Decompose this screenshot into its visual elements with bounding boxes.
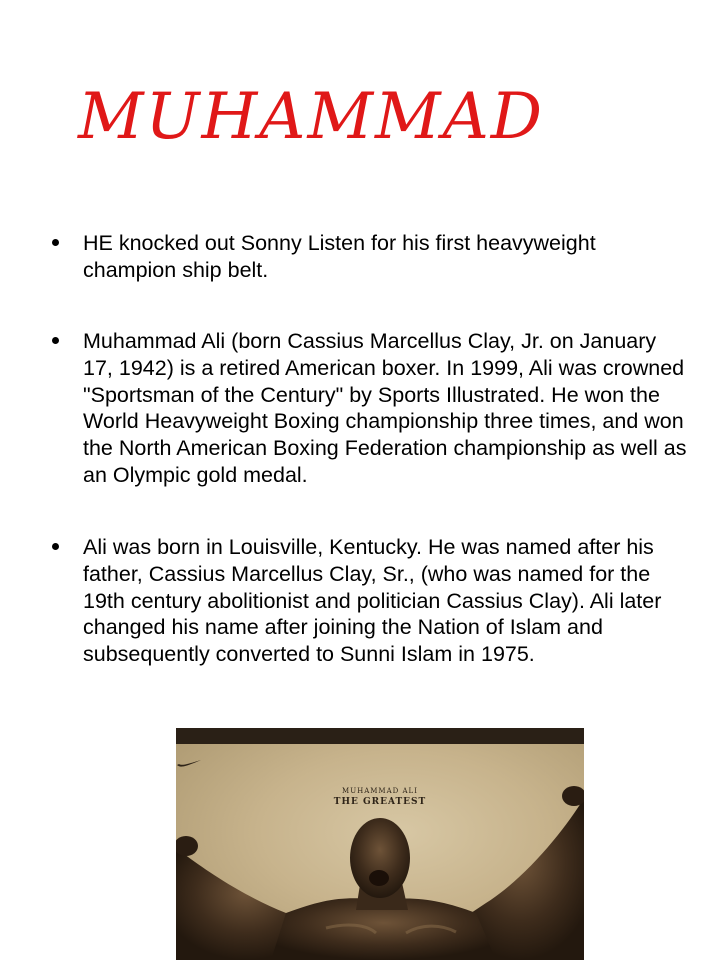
- bullet-text: HE knocked out Sonny Listen for his first heavyweight champion ship belt.: [83, 231, 596, 282]
- photo-name-line: MUHAMMAD ALI: [342, 787, 418, 795]
- photo-caption: [176, 758, 584, 808]
- photo-tagline: THE GREATEST: [333, 797, 427, 807]
- bullet-text: Ali was born in Louisville, Kentucky. He was named after his father, Cassius Marcellus Clay, Sr., (who was named for the 19th century abolitionist and politician Cassius Clay). Ali later changed his name after joining the Nation of Islam and subsequently converted to Sunni Islam in 1975.: [83, 535, 662, 667]
- bullet-icon: [52, 239, 59, 246]
- bullet-text: Muhammad Ali (born Cassius Marcellus Clay, Jr. on January 17, 1942) is a retired American boxer. In 1999, Ali was crowned "Sportsman of the Century" by Sports Illustrated. He won the World Heavyweight Boxing championship three times, and won the North American Boxing Federation championship as well as an Olympic gold medal.: [83, 329, 687, 487]
- slide-title: MUHAMMAD: [78, 80, 545, 154]
- nike-swoosh-icon: [176, 758, 202, 768]
- bullet-icon: [52, 543, 59, 550]
- bullet-icon: [52, 337, 59, 344]
- photo-top-band: [176, 728, 584, 744]
- boxer-photo: [176, 728, 584, 960]
